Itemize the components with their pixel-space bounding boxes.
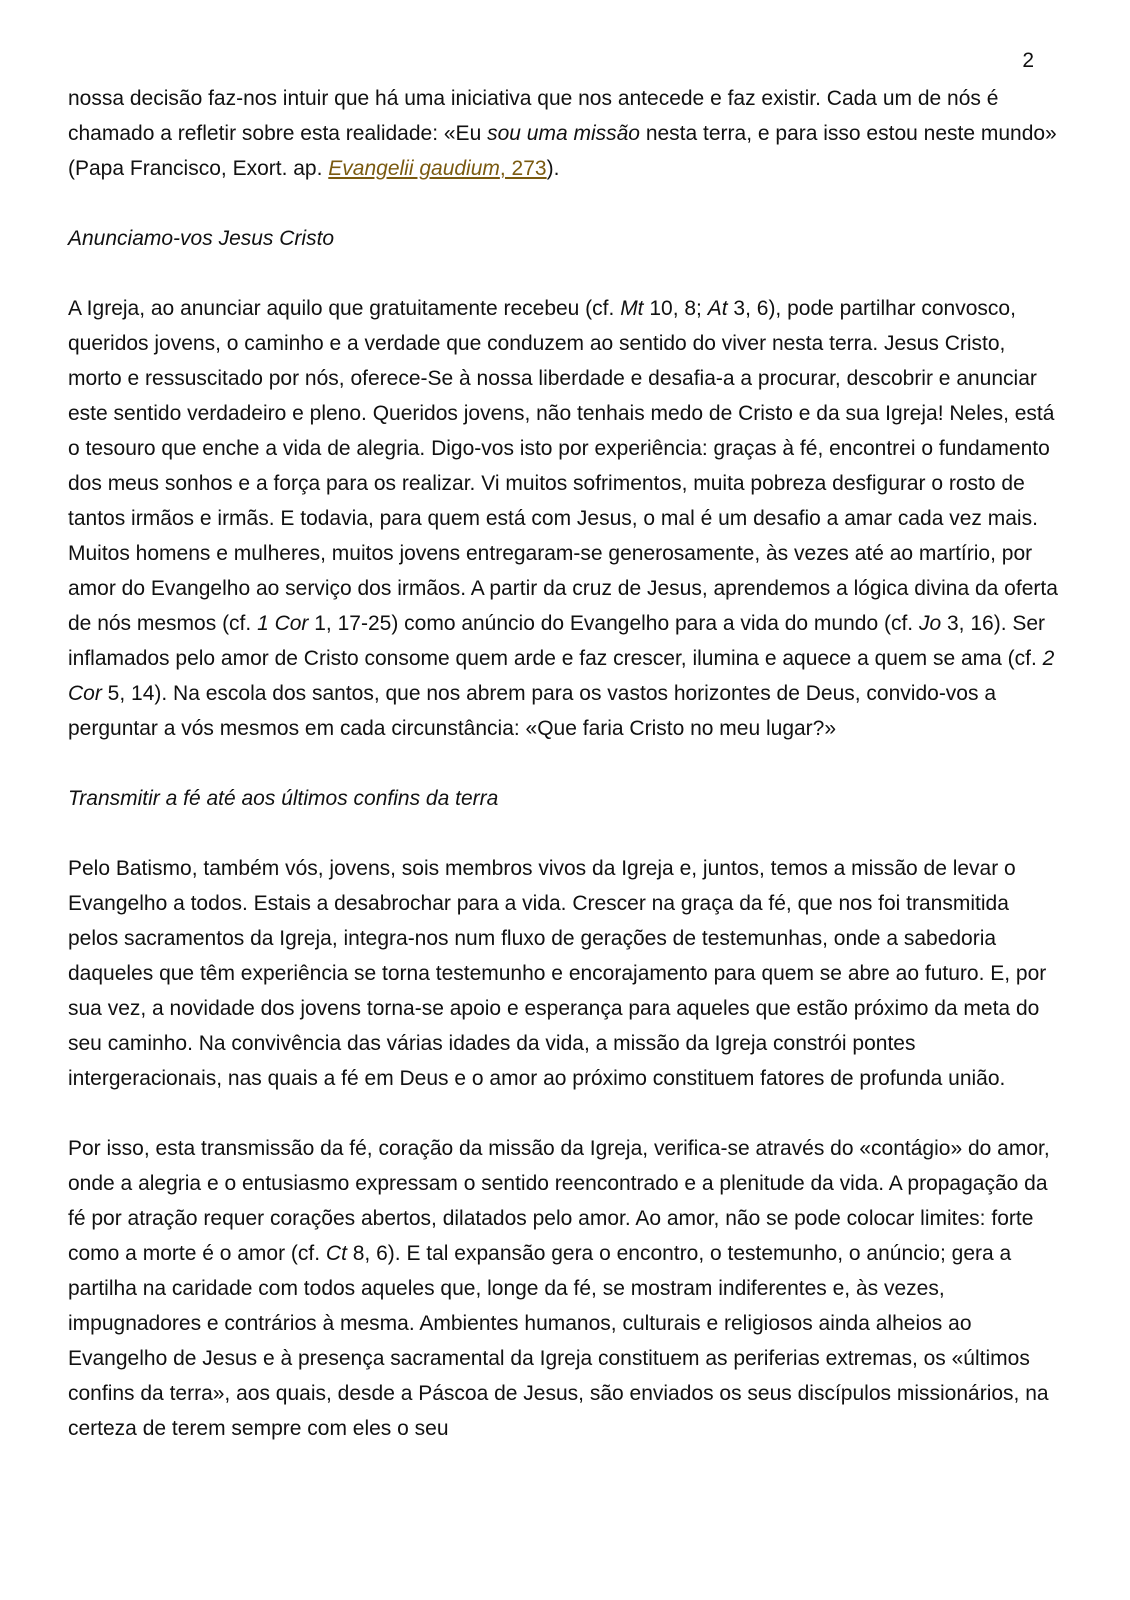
link-title: Evangelii gaudium [328, 157, 500, 180]
p2-text-4: 1, 17-25) como anúncio do Evangelho para a vida do mundo (cf. [308, 612, 919, 635]
p2-text-6: 5, 14). Na escola dos santos, que nos abrem para os vastos horizontes de Deus, convido-vos a perguntar a vós mesmos em cada circunstância: «Que faria Cristo no meu lugar?» [68, 682, 997, 740]
section-heading-1: Anunciamo-vos Jesus Cristo [68, 227, 335, 250]
p2-italic-4: Jo [918, 612, 942, 635]
p2-text-1: A Igreja, ao anunciar aquilo que gratuitamente recebeu (cf. [68, 297, 621, 320]
paragraph-1 [68, 81, 1058, 186]
paragraph-2 [68, 291, 1058, 746]
document-body [68, 81, 1058, 1446]
section-heading-2: Transmitir a fé até aos últimos confins da terra [68, 787, 499, 810]
p4-text-2: 8, 6). E tal expansão gera o encontro, o testemunho, o anúncio; gera a partilha na caridade com todos aqueles que, longe da fé, se mostram indiferentes e, às vezes, impugnadores e contrários à mesma. Ambientes humanos, culturais e religiosos ainda alheios ao Evangelho de Jesus e à presença sacramental da Igreja constituem as periferias extremas, os «últimos confins da terra», aos quais, desde a Páscoa de Jesus, são enviados os seus discípulos missionários, na certeza de terem sempre com eles o seu [68, 1242, 1049, 1440]
p1-text-2: nesta terra, e para isso estou neste mundo» (Papa Francisco, Exort. ap. [68, 122, 1057, 180]
p2-italic-3: 1 Cor [257, 612, 309, 635]
evangelii-gaudium-link[interactable] [328, 157, 546, 180]
p1-text-1: nossa decisão faz-nos intuir que há uma iniciativa que nos antecede e faz existir. Cada um de nós é chamado a refletir sobre esta realidade: «Eu [68, 87, 999, 145]
link-number: , 273 [499, 157, 547, 180]
p2-text-2: 10, 8; [643, 297, 708, 320]
p4-italic-1: Ct [325, 1242, 347, 1265]
p2-text-5: 3, 16). Ser inflamados pelo amor de Cristo consome quem arde e faz crescer, ilumina e aquece a quem se ama (cf. [68, 612, 1046, 670]
page-number: 2 [1022, 49, 1034, 72]
p2-text-3: 3, 6), pode partilhar convosco, queridos jovens, o caminho e a verdade que conduzem ao sentido do viver nesta terra. Jesus Cristo, morto e ressuscitado por nós, oferece-Se à nossa liberdade e desafia-a a procurar, descobrir e anunciar este sentido verdadeiro e pleno. Queridos jovens, não tenhais medo de Cristo e da sua Igreja! Neles, está o tesouro que enche a vida de alegria. Digo-vos isto por experiência: graças à fé, encontrei o fundamento dos meus sonhos e a força para os realizar. Vi muitos sofrimentos, muita pobreza desfigurar o rosto de tantos irmãos e irmãs. E todavia, para quem está com Jesus, o mal é um desafio a amar cada vez mais. Muitos homens e mulheres, muitos jovens entregaram-se generosamente, às vezes até ao martírio, por amor do Evangelho ao serviço dos irmãos. A partir da cruz de Jesus, aprendemos a lógica divina da oferta de nós mesmos (cf. [68, 297, 1058, 635]
p1-italic-1: sou uma missão [487, 122, 640, 145]
paragraph-3: Pelo Batismo, também vós, jovens, sois membros vivos da Igreja e, juntos, temos a missão de levar o Evangelho a todos. Estais a desabrochar para a vida. Crescer na graça da fé, que nos foi transmitida pelos sacramentos da Igreja, integra-nos num fluxo de gerações de testemunhas, onde a sabedoria daqueles que têm experiência se torna testemunho e encorajamento para quem se abre ao futuro. E, por sua vez, a novidade dos jovens torna-se apoio e esperança para aqueles que estão próximo da meta do seu caminho. Na convivência das várias idades da vida, a missão da Igreja constrói pontes intergeracionais, nas quais a fé em Deus e o amor ao próximo constituem fatores de profunda união. [68, 857, 1047, 1090]
p2-italic-1: Mt [620, 297, 644, 320]
p4-text-1: Por isso, esta transmissão da fé, coração da missão da Igreja, verifica-se através do «contágio» do amor, onde a alegria e o entusiasmo expressam o sentido reencontrado e a plenitude da vida. A propagação da fé por atração requer corações abertos, dilatados pelo amor. Ao amor, não se pode colocar limites: forte como a morte é o amor (cf. [68, 1137, 1050, 1265]
p2-italic-5: 2 Cor [68, 647, 1055, 705]
p1-text-3: ). [546, 157, 560, 180]
paragraph-4 [68, 1131, 1058, 1446]
p2-italic-2: At [707, 297, 728, 320]
